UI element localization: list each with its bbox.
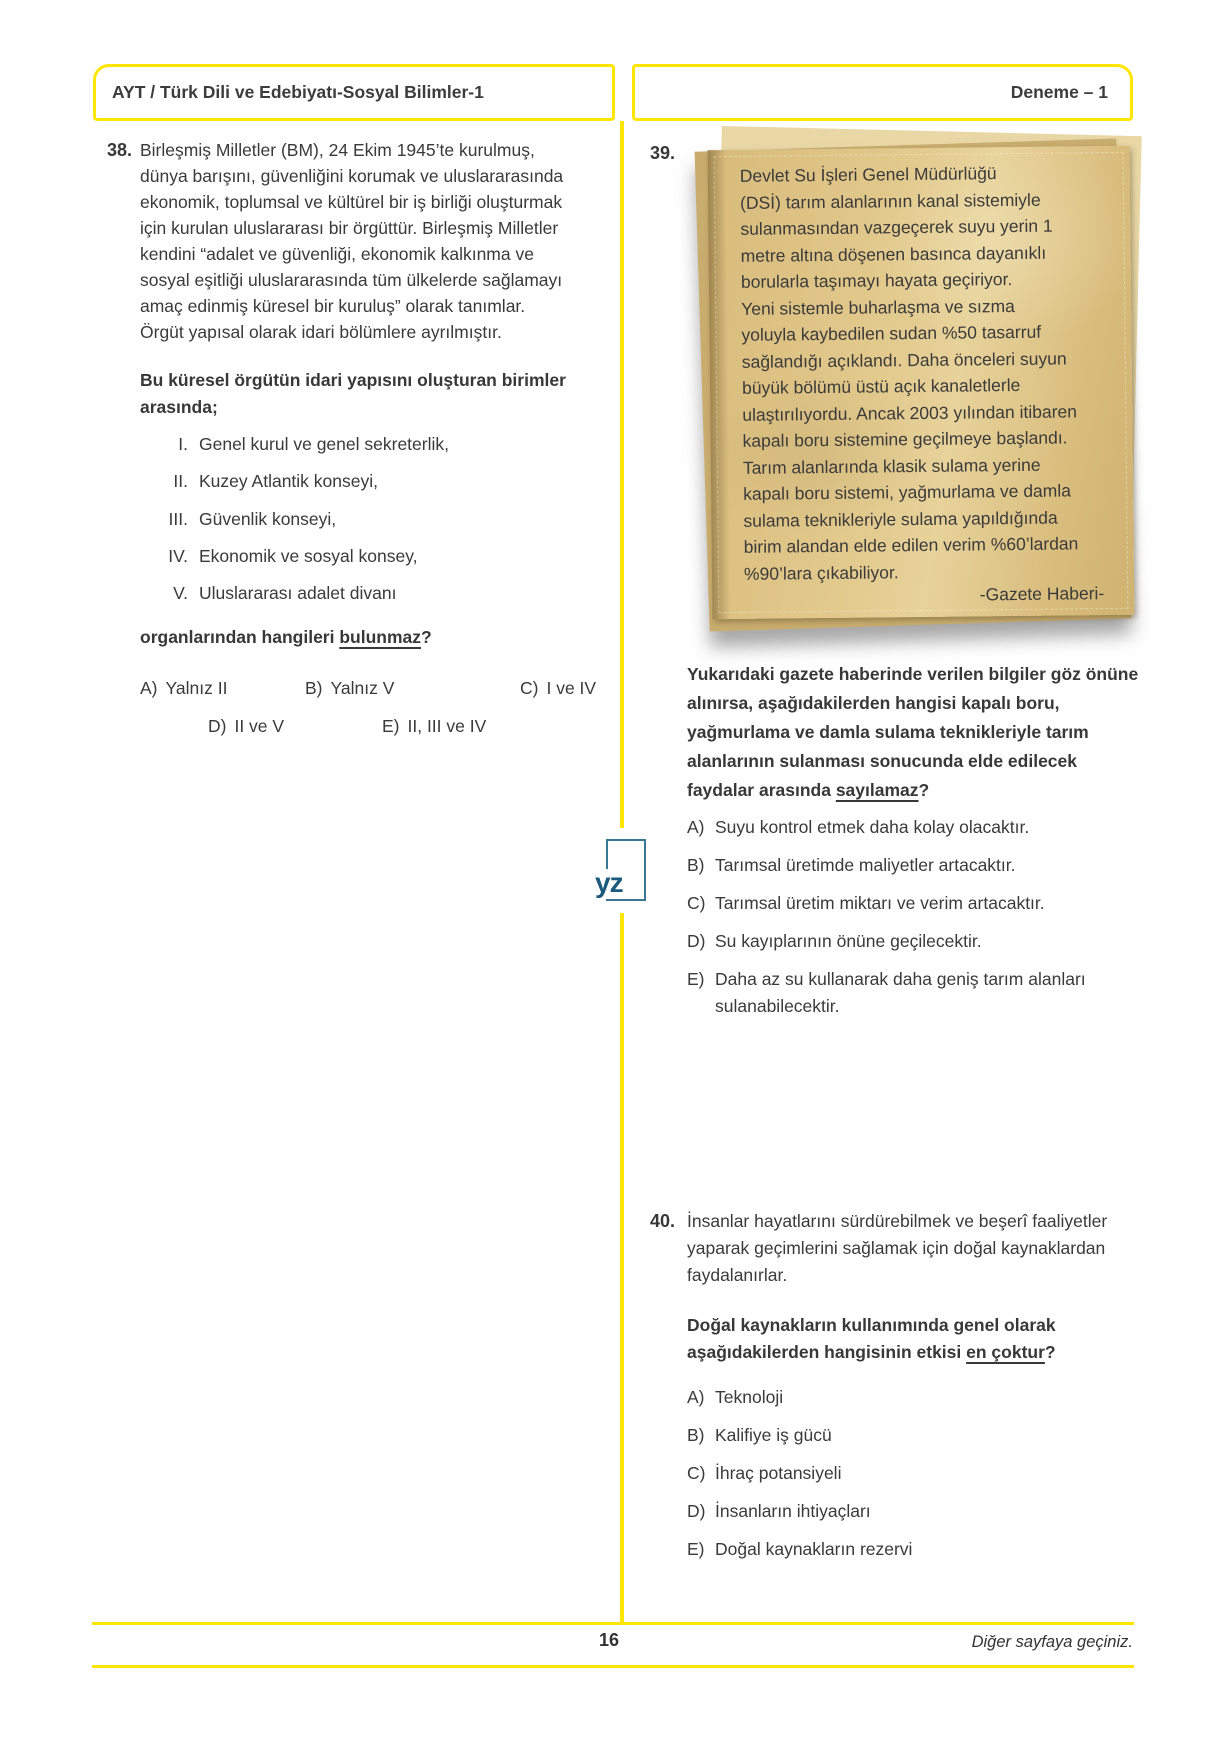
option-text: Suyu kontrol etmek daha kolay olacaktır.	[715, 817, 1030, 837]
list-item-text: Güvenlik konseyi,	[199, 508, 337, 529]
newspaper-clipping	[698, 131, 1138, 633]
option-label: B)	[687, 1425, 705, 1445]
column-divider-top	[620, 121, 624, 828]
option-text: Daha az su kullanarak daha geniş tarım alanları sulanabilecektir.	[715, 969, 1086, 1016]
question-39-options	[687, 814, 1152, 1031]
roman-numeral: I.	[178, 434, 188, 454]
question-40-stem	[687, 1312, 1147, 1366]
option-text: Tarımsal üretim miktarı ve verim artacaktır.	[715, 893, 1045, 913]
newspaper-front-sheet	[708, 146, 1135, 619]
closing-suffix: ?	[421, 627, 432, 647]
answer-option-c	[687, 890, 1152, 917]
closing-keyword: bulunmaz	[339, 627, 422, 647]
question-38-closing	[140, 624, 570, 651]
question-38-item-list	[140, 431, 449, 617]
stem-keyword: en çoktur	[966, 1342, 1045, 1362]
list-item-text: Uluslararası adalet divanı	[199, 583, 397, 604]
roman-numeral: V.	[173, 583, 188, 604]
stem-suffix: ?	[918, 780, 930, 800]
answer-option-e	[382, 713, 486, 740]
answer-option-a	[140, 675, 227, 702]
question-38-number: 38.	[107, 140, 133, 160]
question-38-stem: Bu küresel örgütün idari yapısını oluşturan birimler arasında;	[140, 370, 566, 417]
option-label: C)	[687, 893, 706, 913]
option-text: İnsanların ihtiyaçları	[715, 1501, 871, 1521]
footer-rule-top	[92, 1622, 1134, 1625]
roman-numeral: IV.	[168, 545, 188, 566]
answer-option-d	[687, 928, 1152, 955]
list-item-text: Genel kurul ve genel sekreterlik,	[199, 434, 449, 454]
header-course-title: AYT / Türk Dili ve Edebiyatı-Sosyal Bilimler-1	[112, 82, 484, 102]
list-item	[140, 543, 449, 580]
option-label: B)	[687, 855, 705, 875]
option-label: A)	[687, 817, 705, 837]
option-text: Su kayıplarının önüne geçilecektir.	[715, 931, 982, 951]
answer-option-c	[520, 675, 596, 702]
question-39-stem	[687, 660, 1147, 805]
option-label: D)	[208, 716, 227, 736]
publisher-logo: yz	[594, 869, 626, 899]
footer-next-page-note: Diğer sayfaya geçiniz.	[971, 1633, 1133, 1651]
answer-option-b	[687, 852, 1152, 879]
list-item	[140, 580, 449, 617]
roman-numeral: III.	[168, 508, 188, 529]
option-label: A)	[140, 678, 158, 698]
option-text: II, III ve IV	[407, 716, 487, 736]
answer-option-e	[687, 966, 1152, 1020]
answer-option-a	[687, 1384, 1152, 1411]
answer-option-c	[687, 1460, 1152, 1487]
question-40-number: 40.	[650, 1211, 676, 1231]
roman-numeral: II.	[173, 471, 188, 492]
header-exam-title: Deneme – 1	[1010, 82, 1108, 102]
column-divider-bottom	[620, 913, 624, 1622]
question-40-options	[687, 1384, 1152, 1574]
list-item-text: Ekonomik ve sosyal konsey,	[199, 545, 418, 566]
question-38-text: Birleşmiş Milletler (BM), 24 Ekim 1945’te kurulmuş, dünya barışını, güvenliğini korumak ve uluslararasında ekonomik, toplumsal ve kültürel bir iş birliği oluşturmak için kurulan uluslararası bir örgüttür. Birleşmiş Milletler kendini “adalet ve güvenliği, ekonomik kalkınma ve sosyal eşitliği uluslararasında tüm ülkelerde sağlamayı amaç edinmiş küresel bir kuruluş” olarak tanımlar. Örgüt yapısal olarak idari bölümlere ayrılmıştır.	[140, 140, 564, 342]
option-text: İhraç potansiyeli	[715, 1463, 842, 1483]
answer-option-b	[687, 1422, 1152, 1449]
option-text: Teknoloji	[715, 1387, 784, 1407]
option-label: C)	[687, 1463, 706, 1483]
footer-page-number: 16	[598, 1630, 620, 1650]
answer-option-d	[687, 1498, 1152, 1525]
option-label: B)	[305, 678, 323, 698]
newspaper-attribution: -Gazete Haberi-	[979, 583, 1105, 605]
footer-rule-bottom	[92, 1665, 1134, 1668]
closing-prefix: organlarından hangileri	[140, 627, 340, 647]
newspaper-text: Devlet Su İşleri Genel Müdürlüğü (DSİ) tarım alanlarının kanal sistemiyle sulanmasından vazgeçerek suyu yerin 1 metre altına döşenen basınca dayanıklı borularla taşımayı hayata geçiriyor. Yeni sistemle buharlaşma ve sızma yoluyla kaybedilen sudan %50 tasarruf sağlandığı açıklandı. Daha önceleri suyun büyük bölümü üstü açık kanaletlerle ulaştırılıyordu. Ancak 2003 yılından itibaren kapalı boru sistemine geçilmeye başlandı. Tarım alanlarında klasik sulama yerine kapalı boru sistemi, yağmurlama ve damla sulama teknikleriyle sulama yapıldığında birim alandan elde edilen verim %60’lardan %90’lara çıkabiliyor.	[739, 163, 1079, 584]
option-label: E)	[687, 1539, 705, 1559]
answer-option-a	[687, 814, 1152, 841]
stem-keyword: sayılamaz	[835, 780, 919, 800]
option-text: Yalnız II	[165, 678, 228, 698]
option-label: E)	[687, 969, 705, 989]
stem-prefix: Doğal kaynakların kullanımında genel olarak aşağıdakilerden hangisinin etkisi	[687, 1315, 1056, 1362]
option-text: I ve IV	[546, 678, 597, 698]
option-label: D)	[687, 1501, 706, 1521]
list-item	[140, 431, 449, 468]
answer-option-d	[208, 713, 284, 740]
answer-option-b	[305, 675, 394, 702]
option-text: II ve V	[234, 716, 285, 736]
question-40-text: İnsanlar hayatlarını sürdürebilmek ve beşerî faaliyetler yaparak geçimlerini sağlamak için doğal kaynaklardan faydalanırlar.	[687, 1211, 1108, 1285]
list-item-text: Kuzey Atlantik konseyi,	[199, 471, 378, 492]
stem-suffix: ?	[1044, 1342, 1056, 1362]
header-course-title-box	[93, 64, 615, 121]
option-label: A)	[687, 1387, 705, 1407]
stem-prefix: Yukarıdaki gazete haberinde verilen bilgiler göz önüne alınırsa, aşağıdakilerden hangisi kapalı boru, yağmurlama ve damla sulama teknikleriyle tarım alanlarının sulanması sonucunda elde edilecek faydalar arasında	[687, 664, 1139, 800]
list-item	[140, 468, 449, 505]
option-text: Kalifiye iş gücü	[715, 1425, 832, 1445]
option-label: D)	[687, 931, 706, 951]
question-39-number: 39.	[650, 143, 676, 163]
option-label: C)	[520, 678, 539, 698]
list-item	[140, 506, 449, 543]
header-exam-title-box	[632, 64, 1133, 121]
answer-option-e	[687, 1536, 1152, 1563]
option-label: E)	[382, 716, 400, 736]
option-text: Tarımsal üretimde maliyetler artacaktır.	[715, 855, 1016, 875]
option-text: Yalnız V	[330, 678, 395, 698]
option-text: Doğal kaynakların rezervi	[715, 1539, 913, 1559]
